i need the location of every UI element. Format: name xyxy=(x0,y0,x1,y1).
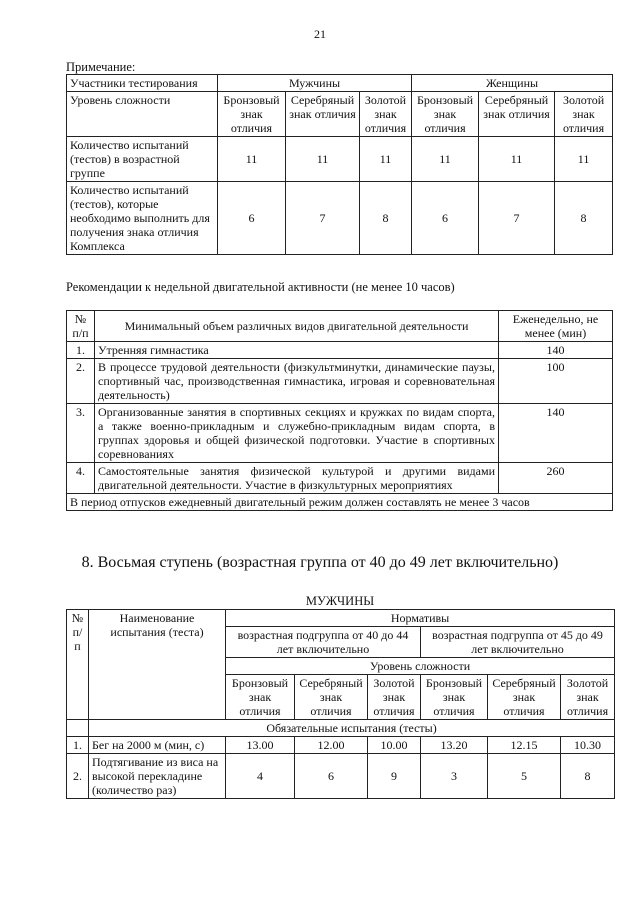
mandatory-header: Обязательные испытания (тесты) xyxy=(89,720,615,737)
weekly-value: 260 xyxy=(499,463,613,494)
badge-header: Золотой знак отличия xyxy=(368,675,421,720)
men-title: МУЖЧИНЫ xyxy=(305,594,375,608)
badge-header: Серебряный знак отличия xyxy=(295,675,368,720)
cell-value: 8 xyxy=(555,182,613,255)
cell-value: 7 xyxy=(286,182,360,255)
badge-header: Золотой знак отличия xyxy=(555,92,613,137)
activity-footer: В период отпусков ежедневный двигательный режим должен составлять не менее 3 часов xyxy=(67,494,613,511)
cell-value: 4 xyxy=(226,754,295,799)
cell-value: 11 xyxy=(555,137,613,182)
row-number: 2. xyxy=(67,754,89,799)
table-row xyxy=(67,137,613,182)
badge-header: Золотой знак отличия xyxy=(561,675,615,720)
recommendations-title: Рекомендации к недельной двигательной активности (не менее 10 часов) xyxy=(66,280,455,294)
men-header: Мужчины xyxy=(218,75,412,92)
cell-value: 11 xyxy=(479,137,555,182)
test-name: Бег на 2000 м (мин, с) xyxy=(89,737,226,754)
table-row xyxy=(67,737,615,754)
row-number: 1. xyxy=(67,342,95,359)
activity-table xyxy=(66,310,613,511)
note-table xyxy=(66,74,613,255)
num-header: № п/п xyxy=(67,311,95,342)
cell-value: 8 xyxy=(360,182,412,255)
badge-header: Бронзовый знак отличия xyxy=(226,675,295,720)
table-row xyxy=(67,404,613,463)
cell-value: 11 xyxy=(360,137,412,182)
weekly-value: 140 xyxy=(499,342,613,359)
norms-header: Нормативы xyxy=(226,610,615,627)
badge-header: Золотой знак отличия xyxy=(360,92,412,137)
cell-value: 8 xyxy=(561,754,615,799)
cell-value: 5 xyxy=(488,754,561,799)
activity-text: Организованные занятия в спортивных секциях и кружках по видам спорта, а также военно-прикладным и служебно-прикладным видам спорта, в группах здоровья и общей физической подготовки. Участие в спортивных соревнованиях xyxy=(95,404,499,463)
row-label: Количество испытаний (тестов) в возрастной группе xyxy=(67,137,218,182)
badge-header: Бронзовый знак отличия xyxy=(218,92,286,137)
activity-text: В процессе трудовой деятельности (физкультминутки, динамические паузы, спортивный час, производственная гимнастика, игровая и соревновательная деятельность) xyxy=(95,359,499,404)
badge-header: Серебряный знак отличия xyxy=(479,92,555,137)
table-row xyxy=(67,342,613,359)
cell-value: 6 xyxy=(295,754,368,799)
cell-value: 10.00 xyxy=(368,737,421,754)
table-row xyxy=(67,182,613,255)
row-label: Количество испытаний (тестов), которые необходимо выполнить для получения знака отличия Комплекса xyxy=(67,182,218,255)
cell-value: 7 xyxy=(479,182,555,255)
table-row xyxy=(67,359,613,404)
level-header: Уровень сложности xyxy=(67,92,218,137)
subgroup-header: возрастная подгруппа от 45 до 49 лет включительно xyxy=(421,627,615,658)
activity-text: Утренняя гимнастика xyxy=(95,342,499,359)
level-header: Уровень сложности xyxy=(226,658,615,675)
cell-value: 10.30 xyxy=(561,737,615,754)
test-name: Подтягивание из виса на высокой перекладине (количество раз) xyxy=(89,754,226,799)
badge-header: Серебряный знак отличия xyxy=(488,675,561,720)
row-number: 1. xyxy=(67,737,89,754)
activity-text: Самостоятельные занятия физической культурой и другими видами двигательной деятельности. Участие в физкультурных мероприятиях xyxy=(95,463,499,494)
cell-value: 11 xyxy=(286,137,360,182)
activity-header: Минимальный объем различных видов двигательной деятельности xyxy=(95,311,499,342)
row-number: 4. xyxy=(67,463,95,494)
subgroup-header: возрастная подгруппа от 40 до 44 лет включительно xyxy=(226,627,421,658)
table-row xyxy=(67,754,615,799)
cell-value: 6 xyxy=(218,182,286,255)
cell-value: 12.15 xyxy=(488,737,561,754)
row-number: 2. xyxy=(67,359,95,404)
norm-table xyxy=(66,609,615,799)
cell-value: 13.20 xyxy=(421,737,488,754)
weekly-header: Еженедельно, не менее (мин) xyxy=(499,311,613,342)
table-row xyxy=(67,463,613,494)
cell-value: 13.00 xyxy=(226,737,295,754)
cell-value: 11 xyxy=(412,137,479,182)
cell-value: 11 xyxy=(218,137,286,182)
cell-value: 3 xyxy=(421,754,488,799)
badge-header: Бронзовый знак отличия xyxy=(412,92,479,137)
section-heading: 8. Восьмая ступень (возрастная группа от 40 до 49 лет включительно) xyxy=(81,554,559,571)
page-number: 21 xyxy=(314,27,326,41)
participants-header: Участники тестирования xyxy=(67,75,218,92)
badge-header: Серебряный знак отличия xyxy=(286,92,360,137)
note-label: Примечание: xyxy=(66,60,136,74)
women-header: Женщины xyxy=(412,75,613,92)
name-header: Наименование испытания (теста) xyxy=(89,610,226,720)
badge-header: Бронзовый знак отличия xyxy=(421,675,488,720)
cell-value: 12.00 xyxy=(295,737,368,754)
num-header: № п/п xyxy=(67,610,89,720)
weekly-value: 140 xyxy=(499,404,613,463)
row-number: 3. xyxy=(67,404,95,463)
cell-value: 9 xyxy=(368,754,421,799)
weekly-value: 100 xyxy=(499,359,613,404)
cell-value: 6 xyxy=(412,182,479,255)
